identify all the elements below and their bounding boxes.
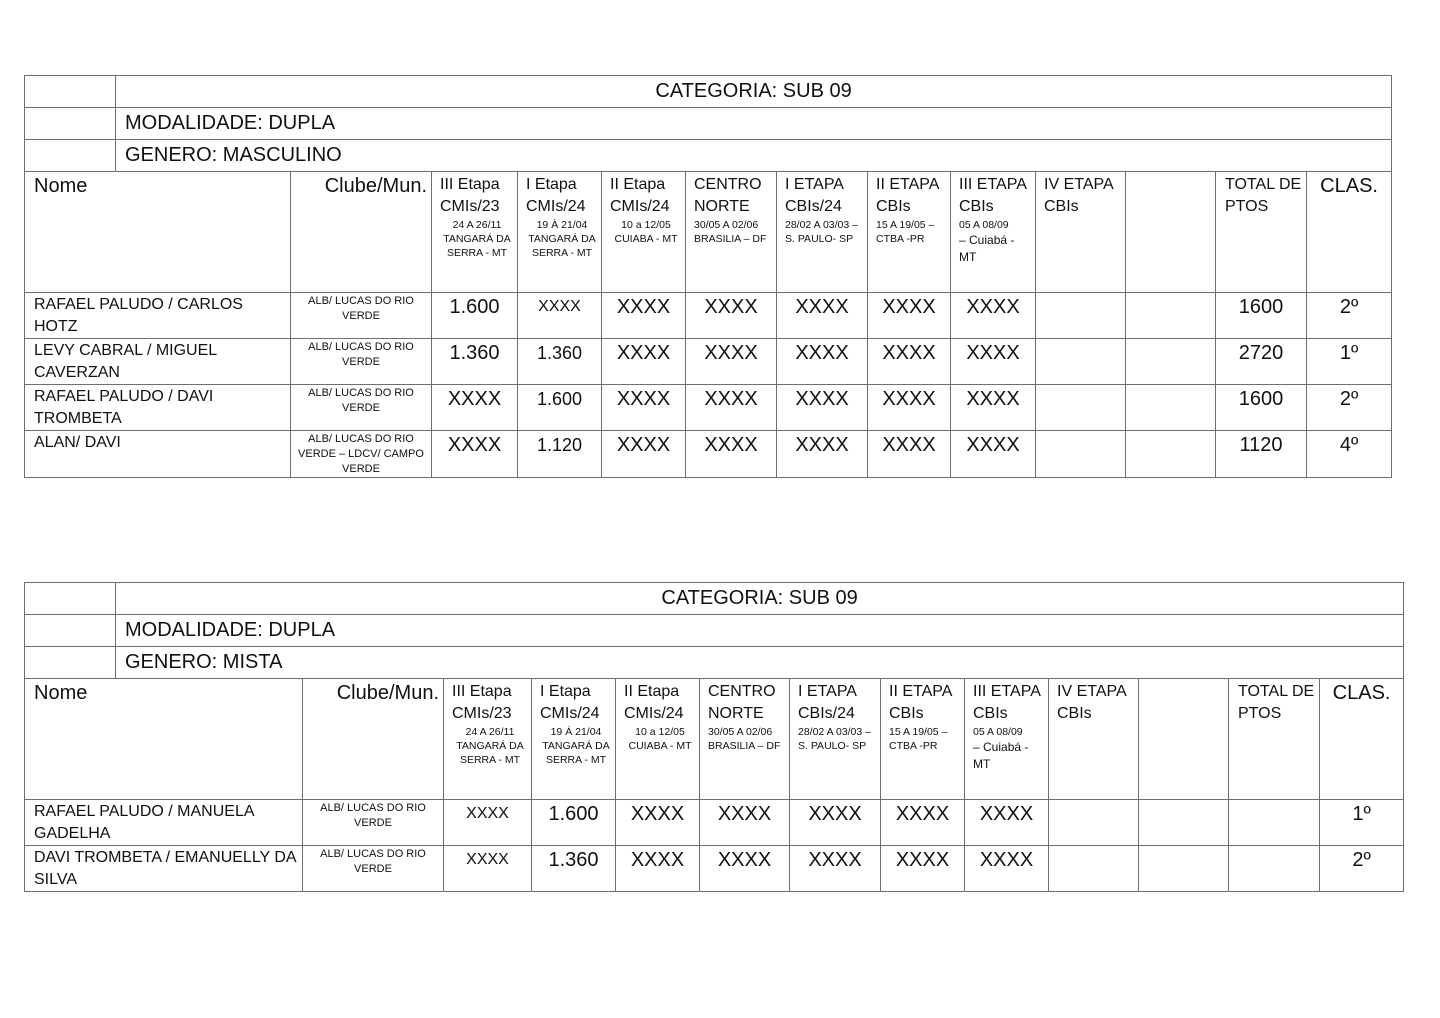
row-value: XXXX xyxy=(616,800,700,846)
row-total: 1600 xyxy=(1216,293,1307,339)
row-clas: 2º xyxy=(1307,385,1392,431)
row-value: XXXX xyxy=(951,293,1036,339)
row-value: XXXX xyxy=(965,846,1049,892)
table-row xyxy=(25,385,1392,431)
stage-detail: 19 À 21/04 TANGARÁ DA SERRA - MT xyxy=(528,219,596,259)
header-clas: CLAS. xyxy=(1320,679,1404,800)
row-name: DAVI TROMBETA / EMANUELLY DA SILVA xyxy=(25,846,303,892)
stage-detail: 30/05 A 02/06 BRASILIA – DF xyxy=(694,219,767,245)
row-value: XXXX xyxy=(777,293,868,339)
table-row xyxy=(25,800,1404,846)
header-stage-4 xyxy=(700,679,790,800)
row-value: XXXX xyxy=(518,293,602,339)
row-value: XXXX xyxy=(444,846,532,892)
row-name: ALAN/ DAVI xyxy=(25,431,291,478)
blank-cell xyxy=(25,615,116,647)
row-value: XXXX xyxy=(616,846,700,892)
row-value: XXXX xyxy=(432,431,518,478)
stage-detail: 28/02 A 03/03 – S. PAULO- SP xyxy=(798,726,871,752)
blank-cell xyxy=(25,583,116,615)
stage-title: IV ETAPA CBIs xyxy=(1057,683,1126,722)
row-value: XXXX xyxy=(777,385,868,431)
row-value: XXXX xyxy=(602,431,686,478)
gender-title: GENERO: MASCULINO xyxy=(116,140,1392,172)
stage-detail: 19 À 21/04 TANGARÁ DA SERRA - MT xyxy=(542,726,610,766)
stage-detail: 15 A 19/05 – CTBA -PR xyxy=(889,726,948,752)
row-club: ALB/ LUCAS DO RIO VERDE xyxy=(291,385,432,431)
row-club: ALB/ LUCAS DO RIO VERDE xyxy=(291,293,432,339)
row-value: 1.360 xyxy=(432,339,518,385)
ranking-table-masculino xyxy=(24,75,1392,478)
row-value: XXXX xyxy=(700,846,790,892)
blank-cell xyxy=(25,140,116,172)
row-total: 2720 xyxy=(1216,339,1307,385)
stage-detail: 05 A 08/09 xyxy=(973,726,1023,738)
header-stage-1 xyxy=(444,679,532,800)
row-club: ALB/ LUCAS DO RIO VERDE xyxy=(303,846,444,892)
row-value: XXXX xyxy=(686,293,777,339)
row-value: 1.600 xyxy=(432,293,518,339)
row-name: RAFAEL PALUDO / CARLOS HOTZ xyxy=(25,293,291,339)
row-value xyxy=(1126,339,1216,385)
row-value: 1.360 xyxy=(532,846,616,892)
row-total: 1600 xyxy=(1216,385,1307,431)
gender-title: GENERO: MISTA xyxy=(116,647,1404,679)
row-value xyxy=(1036,431,1126,478)
header-stage-3 xyxy=(602,172,686,293)
stage-title: CENTRO NORTE xyxy=(708,683,776,722)
header-stage-6 xyxy=(868,172,951,293)
row-value: XXXX xyxy=(951,339,1036,385)
row-value: XXXX xyxy=(965,800,1049,846)
header-total: TOTAL DE PTOS xyxy=(1216,172,1307,293)
row-value: XXXX xyxy=(868,339,951,385)
row-value xyxy=(1126,431,1216,478)
row-club: ALB/ LUCAS DO RIO VERDE xyxy=(291,339,432,385)
header-clas: CLAS. xyxy=(1307,172,1392,293)
row-value: XXXX xyxy=(881,800,965,846)
header-stage-3 xyxy=(616,679,700,800)
blank-cell xyxy=(25,76,116,108)
header-total: TOTAL DE PTOS xyxy=(1229,679,1320,800)
row-value: XXXX xyxy=(951,431,1036,478)
row-name: LEVY CABRAL / MIGUEL CAVERZAN xyxy=(25,339,291,385)
row-value xyxy=(1049,800,1139,846)
stage-title: III Etapa CMIs/23 xyxy=(440,176,500,215)
row-value xyxy=(1036,385,1126,431)
row-value: 1.120 xyxy=(518,431,602,478)
table-row xyxy=(25,339,1392,385)
stage-detail: 15 A 19/05 – CTBA -PR xyxy=(876,219,935,245)
header-stage-7 xyxy=(965,679,1049,800)
table-row xyxy=(25,846,1404,892)
row-value xyxy=(1126,293,1216,339)
stage-detail: 10 a 12/05 CUIABA - MT xyxy=(628,726,692,752)
row-club: ALB/ LUCAS DO RIO VERDE xyxy=(303,800,444,846)
row-clas: 1º xyxy=(1307,339,1392,385)
row-value xyxy=(1139,800,1229,846)
modality-title: MODALIDADE: DUPLA xyxy=(116,108,1392,140)
stage-detail: 28/02 A 03/03 – S. PAULO- SP xyxy=(785,219,858,245)
row-value: XXXX xyxy=(686,431,777,478)
stage-title: II Etapa CMIs/24 xyxy=(624,683,684,722)
table-row xyxy=(25,293,1392,339)
row-value xyxy=(1049,846,1139,892)
row-clas: 1º xyxy=(1320,800,1404,846)
row-value: XXXX xyxy=(777,431,868,478)
header-stage-9 xyxy=(1139,679,1229,800)
row-value: XXXX xyxy=(686,385,777,431)
stage-detail: 05 A 08/09 xyxy=(959,219,1009,231)
row-value: XXXX xyxy=(602,339,686,385)
stage-title: III Etapa CMIs/23 xyxy=(452,683,512,722)
stage-title: III ETAPA CBIs xyxy=(973,683,1040,722)
header-stage-6 xyxy=(881,679,965,800)
header-club: Clube/Mun. xyxy=(291,172,432,293)
row-value xyxy=(1036,339,1126,385)
row-value: XXXX xyxy=(868,293,951,339)
header-stage-8 xyxy=(1049,679,1139,800)
header-stage-2 xyxy=(532,679,616,800)
row-value: XXXX xyxy=(868,431,951,478)
row-value xyxy=(1126,385,1216,431)
stage-detail-2: – Cuiabá - MT xyxy=(973,740,1029,771)
row-value: XXXX xyxy=(432,385,518,431)
stage-detail: 30/05 A 02/06 BRASILIA – DF xyxy=(708,726,781,752)
row-value: XXXX xyxy=(444,800,532,846)
row-value: 1.600 xyxy=(518,385,602,431)
header-name: Nome xyxy=(25,172,291,293)
header-name: Nome xyxy=(25,679,303,800)
ranking-table-mista xyxy=(24,582,1404,892)
stage-detail: 24 A 26/11 TANGARÁ DA SERRA - MT xyxy=(456,726,524,766)
header-stage-5 xyxy=(777,172,868,293)
blank-cell xyxy=(25,647,116,679)
category-title: CATEGORIA: SUB 09 xyxy=(116,76,1392,108)
row-total xyxy=(1229,846,1320,892)
row-value: 1.360 xyxy=(518,339,602,385)
stage-detail: 10 a 12/05 CUIABA - MT xyxy=(614,219,678,245)
category-title: CATEGORIA: SUB 09 xyxy=(116,583,1404,615)
row-total: 1120 xyxy=(1216,431,1307,478)
row-total xyxy=(1229,800,1320,846)
row-value: XXXX xyxy=(790,846,881,892)
stage-detail: 24 A 26/11 TANGARÁ DA SERRA - MT xyxy=(443,219,511,259)
stage-title: I ETAPA CBIs/24 xyxy=(798,683,857,722)
row-value: XXXX xyxy=(602,293,686,339)
header-stage-8 xyxy=(1036,172,1126,293)
row-name: RAFAEL PALUDO / MANUELA GADELHA xyxy=(25,800,303,846)
stage-title: II ETAPA CBIs xyxy=(876,176,939,215)
stage-title: III ETAPA CBIs xyxy=(959,176,1026,215)
row-value: XXXX xyxy=(881,846,965,892)
modality-title: MODALIDADE: DUPLA xyxy=(116,615,1404,647)
row-clas: 4º xyxy=(1307,431,1392,478)
table-row xyxy=(25,431,1392,478)
row-club: ALB/ LUCAS DO RIO VERDE – LDCV/ CAMPO VERDE xyxy=(291,431,432,478)
row-value xyxy=(1036,293,1126,339)
header-stage-9 xyxy=(1126,172,1216,293)
row-name: RAFAEL PALUDO / DAVI TROMBETA xyxy=(25,385,291,431)
header-stage-2 xyxy=(518,172,602,293)
row-value: XXXX xyxy=(700,800,790,846)
header-stage-1 xyxy=(432,172,518,293)
header-club: Clube/Mun. xyxy=(303,679,444,800)
row-value: XXXX xyxy=(686,339,777,385)
row-value: XXXX xyxy=(602,385,686,431)
row-clas: 2º xyxy=(1307,293,1392,339)
stage-title: II Etapa CMIs/24 xyxy=(610,176,670,215)
stage-title: IV ETAPA CBIs xyxy=(1044,176,1113,215)
row-value: XXXX xyxy=(868,385,951,431)
row-value: XXXX xyxy=(790,800,881,846)
stage-title: I Etapa CMIs/24 xyxy=(526,176,586,215)
row-value: XXXX xyxy=(951,385,1036,431)
row-value xyxy=(1139,846,1229,892)
header-stage-7 xyxy=(951,172,1036,293)
stage-title: I ETAPA CBIs/24 xyxy=(785,176,844,215)
header-stage-5 xyxy=(790,679,881,800)
row-value: XXXX xyxy=(777,339,868,385)
blank-cell xyxy=(25,108,116,140)
row-clas: 2º xyxy=(1320,846,1404,892)
stage-title: CENTRO NORTE xyxy=(694,176,762,215)
stage-title: II ETAPA CBIs xyxy=(889,683,952,722)
stage-title: I Etapa CMIs/24 xyxy=(540,683,600,722)
header-stage-4 xyxy=(686,172,777,293)
row-value: 1.600 xyxy=(532,800,616,846)
stage-detail-2: – Cuiabá - MT xyxy=(959,233,1015,264)
